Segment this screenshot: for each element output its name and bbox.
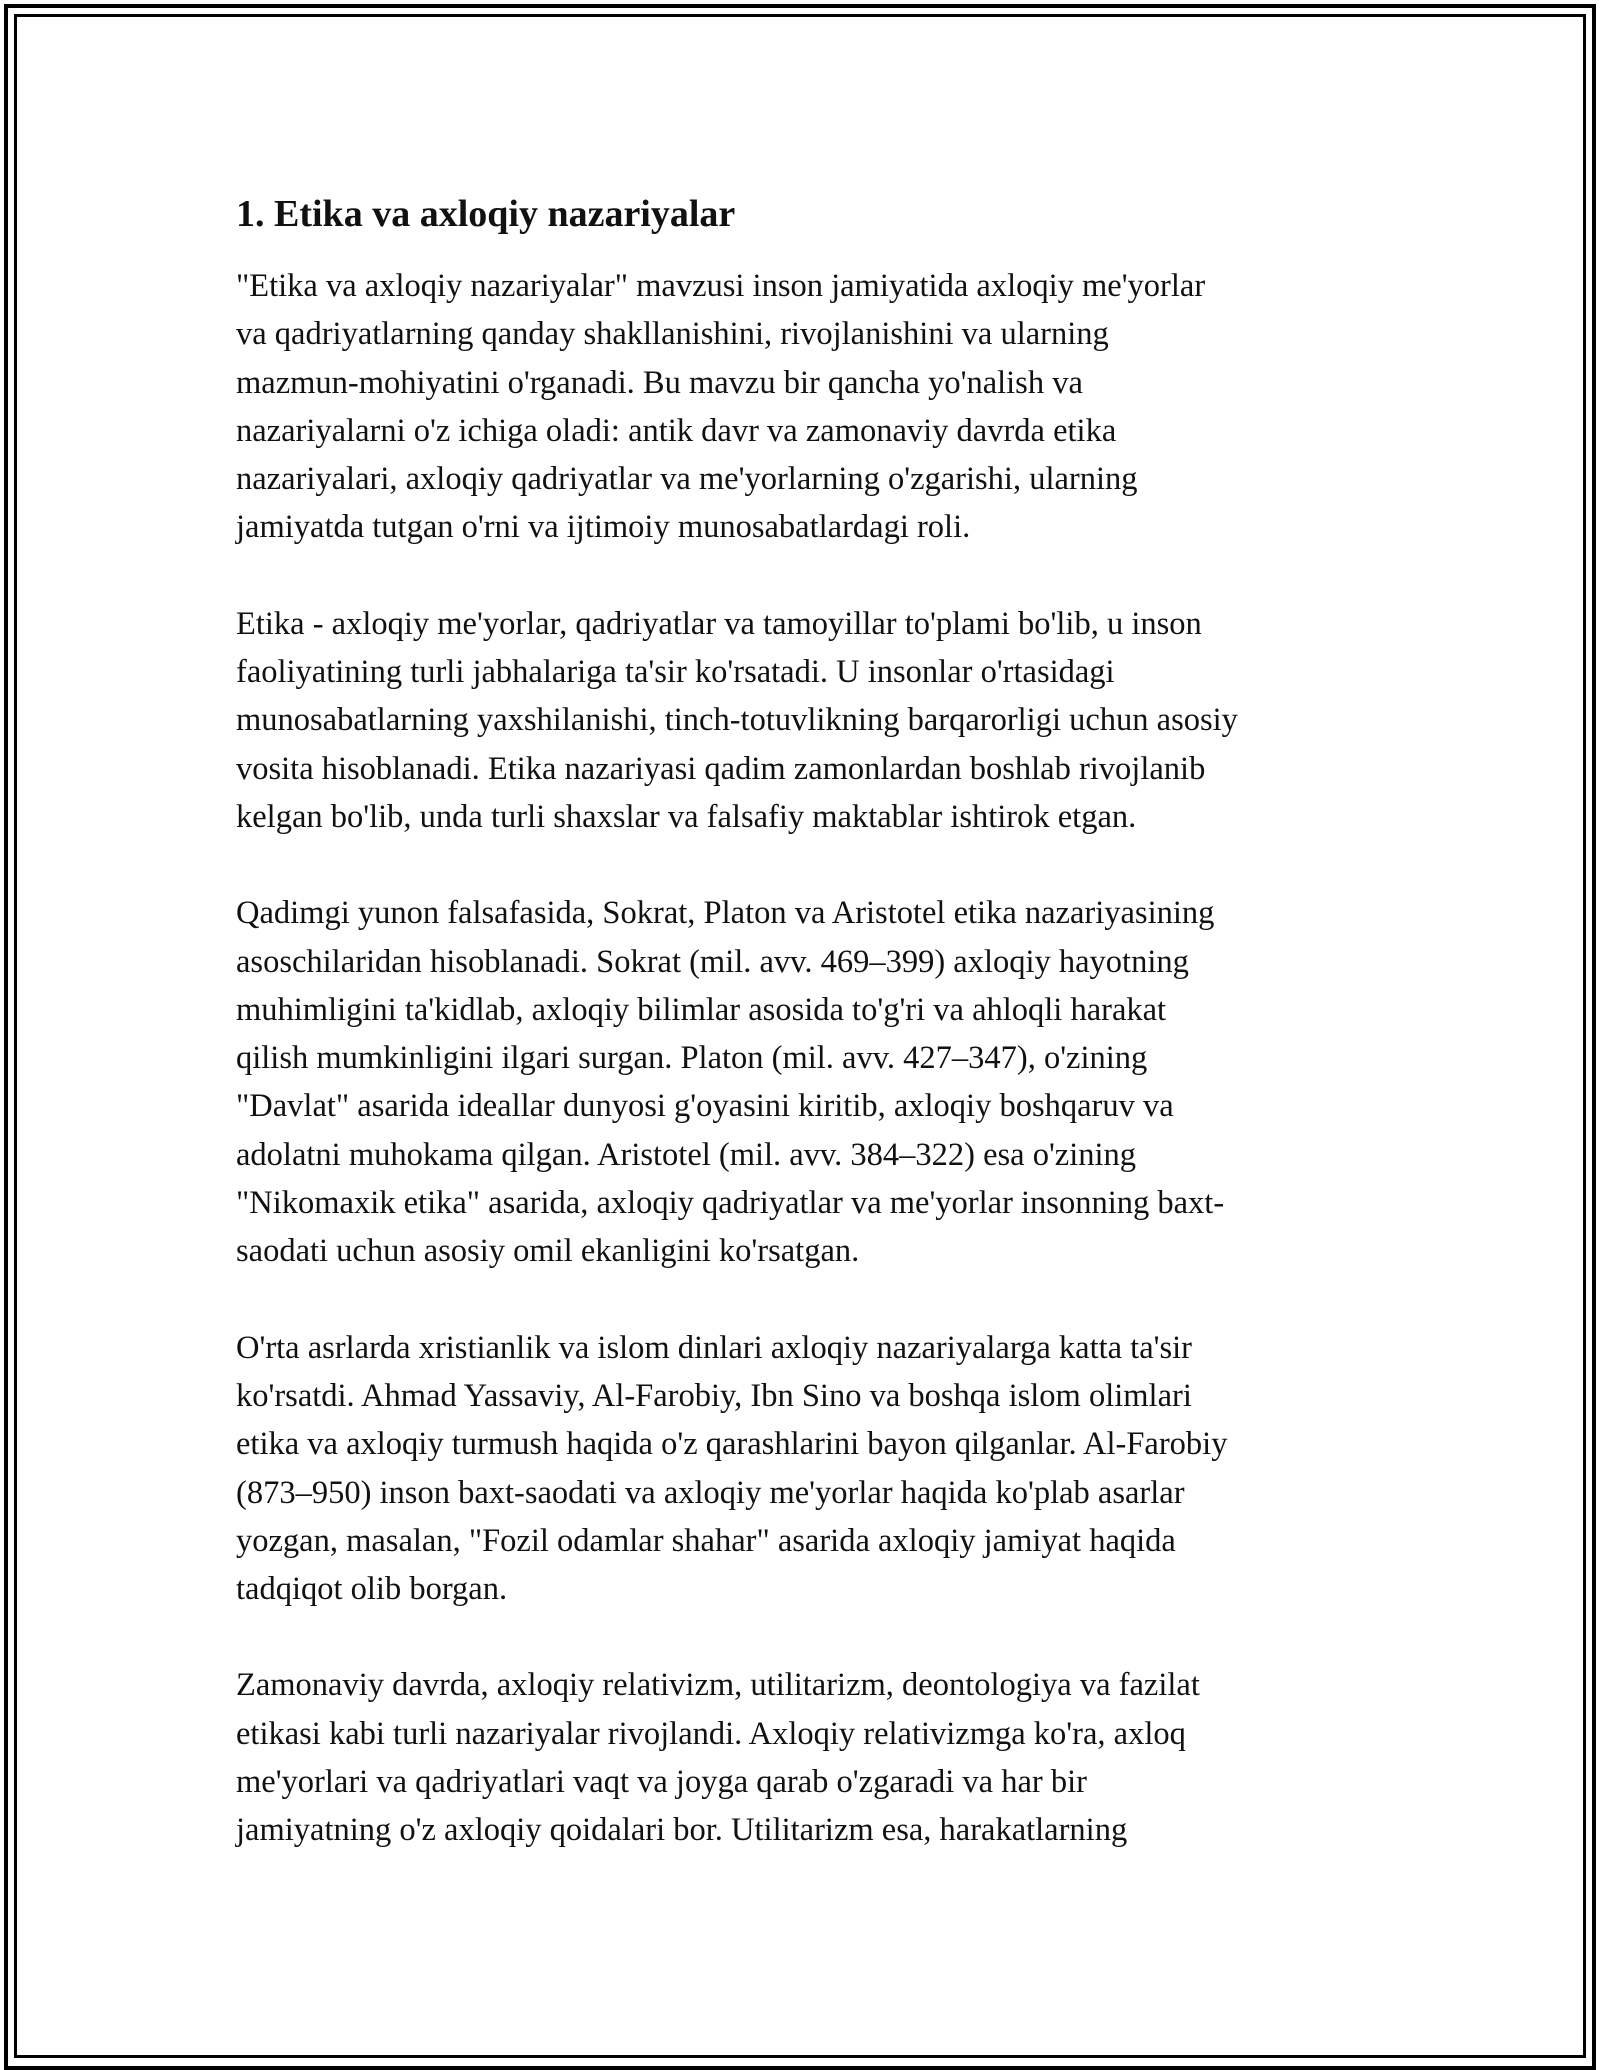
text-line: jamiyatda tutgan o'rni va ijtimoiy munosabatlardagi roli.	[236, 509, 971, 546]
text-line: nazariyalarni o'z ichiga oladi: antik davr va zamonaviy davrda etika	[236, 412, 1117, 449]
text-line: me'yorlari va qadriyatlari vaqt va joyga qarab o'zgaradi va har bir	[236, 1764, 1087, 1801]
text-line: Zamonaviy davrda, axloqiy relativizm, utilitarizm, deontologiya va fazilat	[236, 1667, 1200, 1704]
section-heading: 1. Etika va axloqiy nazariyalar	[236, 193, 736, 235]
text-line: kelgan bo'lib, unda turli shaxslar va falsafiy maktablar ishtirok etgan.	[236, 798, 1137, 835]
text-line: muhimligini ta'kidlab, axloqiy bilimlar asosida to'g'ri va ahloqli harakat	[236, 991, 1167, 1028]
text-line: "Nikomaxik etika" asarida, axloqiy qadriyatlar va me'yorlar insonning baxt-	[236, 1185, 1225, 1222]
text-line: (873–950) inson baxt-saodati va axloqiy me'yorlar haqida ko'plab asarlar	[236, 1474, 1185, 1511]
text-line: tadqiqot olib borgan.	[236, 1571, 508, 1608]
text-line: etika va axloqiy turmush haqida o'z qarashlarini bayon qilganlar. Al-Farobiy	[236, 1426, 1228, 1463]
text-line: O'rta asrlarda xristianlik va islom dinlari axloqiy nazariyalarga katta ta'sir	[236, 1329, 1192, 1366]
text-line: asoschilaridan hisoblanadi. Sokrat (mil. avv. 469–399) axloqiy hayotning	[236, 943, 1189, 980]
text-line: ko'rsatdi. Ahmad Yassaviy, Al-Farobiy, Ibn Sino va boshqa islom olimlari	[236, 1377, 1192, 1414]
text-line: yozgan, masalan, "Fozil odamlar shahar" asarida axloqiy jamiyat haqida	[236, 1522, 1176, 1559]
text-line: mazmun-mohiyatini o'rganadi. Bu mavzu bir qancha yo'nalish va	[236, 364, 1083, 401]
text-line: adolatni muhokama qilgan. Aristotel (mil. avv. 384–322) esa o'zining	[236, 1136, 1137, 1173]
text-line: Qadimgi yunon falsafasida, Sokrat, Platon va Aristotel etika nazariyasining	[236, 895, 1215, 932]
text-line: etikasi kabi turli nazariyalar rivojlandi. Axloqiy relativizmga ko'ra, axloq	[236, 1715, 1186, 1752]
text-line: faoliyatining turli jabhalariga ta'sir ko'rsatadi. U insonlar o'rtasidagi	[236, 654, 1115, 691]
paragraph	[236, 1661, 1366, 1854]
text-line: "Etika va axloqiy nazariyalar" mavzusi inson jamiyatida axloqiy me'yorlar	[236, 268, 1206, 304]
text-line: jamiyatning o'z axloqiy qoidalari bor. Utilitarizm esa, harakatlarning	[236, 1812, 1128, 1849]
text-line: munosabatlarning yaxshilanishi, tinch-totuvlikning barqarorligi uchun asosiy	[236, 702, 1238, 739]
document-body	[236, 188, 1366, 1855]
text-line: Etika - axloqiy me'yorlar, qadriyatlar va tamoyillar to'plami bo'lib, u inson	[236, 605, 1202, 642]
paragraph	[236, 262, 1366, 552]
paragraph	[236, 1324, 1366, 1614]
paragraph	[236, 600, 1366, 841]
text-line: nazariyalari, axloqiy qadriyatlar va me'yorlarning o'zgarishi, ularning	[236, 461, 1138, 498]
text-line: va qadriyatlarning qanday shakllanishini, rivojlanishini va ularning	[236, 316, 1109, 353]
text-line: "Davlat" asarida ideallar dunyosi g'oyasini kiritib, axloqiy boshqaruv va	[236, 1088, 1174, 1125]
text-line: vosita hisoblanadi. Etika nazariyasi qadim zamonlardan boshlab rivojlanib	[236, 750, 1206, 787]
text-line: saodati uchun asosiy omil ekanligini ko'rsatgan.	[236, 1233, 860, 1270]
paragraph	[236, 889, 1366, 1275]
text-line: qilish mumkinligini ilgari surgan. Platon (mil. avv. 427–347), o'zining	[236, 1040, 1148, 1077]
